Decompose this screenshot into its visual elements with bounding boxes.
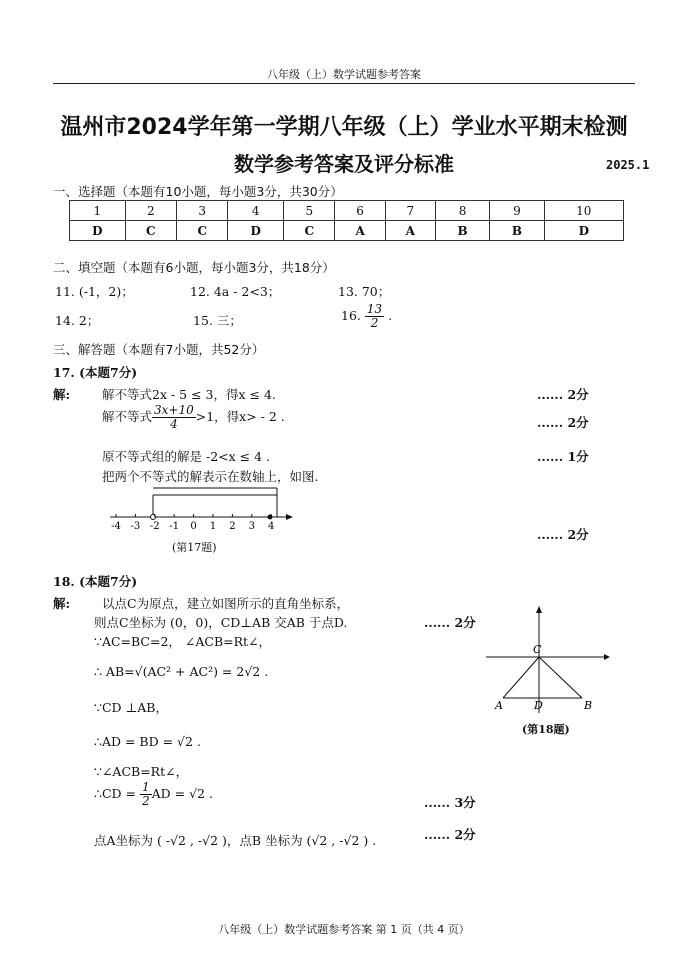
answer-q15: 15. 三； (193, 313, 242, 328)
section3-heading: 三、解答题（本题有7小题，共52分） (53, 342, 265, 357)
table-cell-answer: D (228, 221, 284, 241)
number-line-tick-label: 0 (190, 521, 197, 530)
answer-q11: 11. (-1，2)； (55, 284, 134, 299)
table-cell-answer: C (125, 221, 176, 241)
q18-line2: 则点C坐标为 (0，0)，CD⊥AB 交AB 于点D. (94, 615, 348, 630)
q17-line4: 把两个不等式的解表示在数轴上，如图. (102, 469, 319, 484)
point-label-D: D (534, 699, 543, 712)
number-line-tick-label: -2 (149, 521, 160, 530)
q18-line8 (94, 781, 213, 808)
date-label: 2025.1 (606, 158, 650, 172)
q17-numerator: 3x+10 (154, 403, 194, 417)
table-cell-answer: A (385, 221, 435, 241)
point-label-C: C (533, 643, 542, 656)
table-row-answers (70, 221, 624, 241)
q18-line3: ∵AC=BC=2， ∠ACB=Rt∠， (94, 634, 272, 649)
page-subtitle: 数学参考答案及评分标准 (234, 152, 454, 176)
q18-title: 18. (本题7分) (53, 574, 138, 589)
table-cell-number: 5 (284, 201, 335, 221)
q18-jie: 解: (53, 596, 71, 611)
answer-q12: 12. 4a - 2<3； (190, 284, 281, 299)
number-line-tick-label: 1 (209, 521, 217, 530)
q18-points-3: ...... 2分 (424, 827, 476, 842)
number-line-tick-label: -3 (130, 521, 141, 530)
number-line-tick-label: 4 (268, 521, 275, 530)
number-line-ticks (111, 514, 274, 530)
table-cell-number: 6 (335, 201, 385, 221)
q17-points-3: ...... 1分 (537, 449, 589, 464)
table-cell-answer: C (177, 221, 228, 241)
point-label-B: B (584, 699, 593, 712)
number-line-tick-label: 3 (248, 521, 255, 530)
number-line-arrow (286, 514, 293, 520)
q18-line1: 以点C为原点，建立如图所示的直角坐标系， (102, 596, 350, 611)
q18-line6: ∴AD = BD = √2 . (94, 734, 201, 749)
choice-answer-table (69, 200, 624, 241)
q16-label: 16. (341, 308, 361, 323)
table-cell-answer: D (544, 221, 623, 241)
q17-points-1: ...... 2分 (537, 387, 589, 402)
number-line-figure (100, 486, 300, 530)
number-line-tick-label: -1 (169, 521, 180, 530)
q18-points-2: ...... 3分 (424, 795, 476, 810)
q18-line8-prefix: ∴CD = (94, 786, 140, 801)
q17-points-4: ...... 2分 (537, 527, 589, 542)
section1-heading: 一、选择题（本题有10小题，每小题3分，共30分） (53, 184, 343, 199)
q18-points-1: ...... 2分 (424, 615, 476, 630)
section2-heading: 二、填空题（本题有6小题，每小题3分，共18分） (53, 260, 335, 275)
page-title: 温州市2024学年第一学期八年级（上）学业水平期末检测 (60, 115, 628, 140)
q17-line2 (102, 404, 285, 431)
page-header: 八年级（上）数学试题参考答案 (267, 68, 421, 81)
q17-fraction (152, 404, 196, 431)
q18-line5: ∵CD ⊥AB， (94, 700, 168, 715)
table-cell-answer: B (435, 221, 489, 241)
segment-BC (539, 657, 582, 698)
table-cell-answer: A (335, 221, 385, 241)
table-cell-number: 9 (490, 201, 544, 221)
q17-title: 17. (本题7分) (53, 365, 138, 380)
q18-fraction (140, 781, 152, 808)
q17-line1: 解不等式2x - 5 ≤ 3，得x ≤ 4. (102, 387, 276, 402)
segment-AC (503, 657, 539, 698)
closed-point-4 (268, 515, 273, 520)
table-cell-number: 1 (70, 201, 126, 221)
q18-line9: 点A坐标为 ( -√2 , -√2 )，点B 坐标为 (√2 , -√2 ) . (94, 833, 377, 848)
number-line-tick-label: -4 (111, 521, 121, 530)
table-cell-number: 10 (544, 201, 623, 221)
table-cell-number: 4 (228, 201, 284, 221)
page-footer: 八年级（上）数学试题参考答案 第 1 页（共 4 页） (218, 923, 470, 936)
answer-q16: 16. $\frac{13}{2}$ . (341, 302, 393, 330)
q18-triangle-figure (486, 605, 611, 715)
q16-denominator: 2 (370, 316, 379, 330)
table-cell-number: 8 (435, 201, 489, 221)
q18-caption: (第18题) (522, 723, 570, 736)
q17-caption: (第17题) (172, 541, 217, 554)
x-axis-arrow (604, 654, 610, 660)
q18-line4: ∴ AB=√(AC² + AC²) = 2√2 . (94, 664, 269, 679)
q17-denominator: 4 (170, 417, 178, 431)
q17-line2-prefix: 解不等式 (102, 409, 153, 424)
q16-fraction (365, 303, 384, 330)
number-line-tick-label: 2 (229, 521, 236, 530)
point-label-A: A (495, 699, 503, 712)
y-axis-arrow (536, 606, 542, 613)
table-cell-number: 2 (125, 201, 176, 221)
table-cell-number: 3 (177, 201, 228, 221)
q18-denominator: 2 (141, 794, 150, 808)
q18-line8-suffix: AD = √2 . (151, 786, 213, 801)
table-cell-answer: D (70, 221, 126, 241)
q17-jie: 解: (53, 387, 71, 402)
table-cell-number: 7 (385, 201, 435, 221)
answer-q13: 13. 70； (338, 284, 391, 299)
header-rule (53, 83, 635, 84)
q17-line2-suffix: >1，得x> - 2 . (195, 409, 285, 424)
q16-numerator: 13 (366, 302, 383, 316)
q18-line7: ∵∠ACB=Rt∠， (94, 764, 189, 779)
q18-numerator: 1 (141, 780, 150, 794)
q17-line3: 原不等式组的解是 -2<x ≤ 4 . (102, 449, 270, 464)
table-cell-answer: C (284, 221, 335, 241)
answer-q14: 14. 2； (55, 313, 100, 328)
q17-points-2: ...... 2分 (537, 415, 589, 430)
table-row-numbers (70, 201, 624, 221)
table-cell-answer: B (490, 221, 544, 241)
